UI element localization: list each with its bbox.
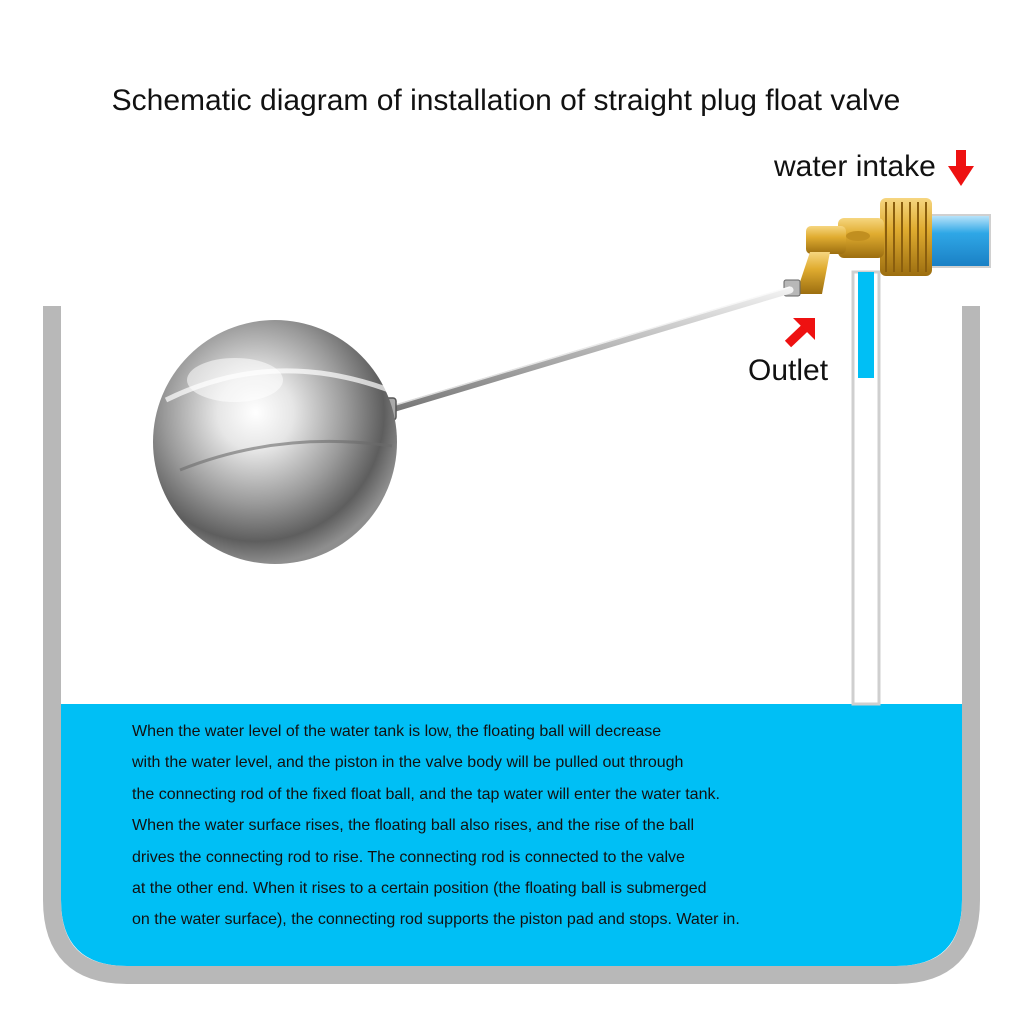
description-line: at the other end. When it rises to a certain position (the floating ball is submerged (132, 880, 707, 898)
float-ball (153, 320, 397, 564)
description-line: drives the connecting rod to rise. The connecting rod is connected to the valve (132, 848, 685, 866)
description-line: When the water surface rises, the floating ball also rises, and the rise of the ball (132, 817, 695, 835)
arrow-down-icon (948, 150, 974, 186)
connecting-rod (392, 290, 790, 409)
description-line: with the water level, and the piston in the valve body will be pulled out through (132, 754, 684, 772)
water-stream (858, 272, 874, 378)
description-line: on the water surface), the connecting rod supports the piston pad and stops. Water in. (132, 911, 740, 929)
description-text (132, 716, 892, 936)
outlet-label: Outlet (748, 354, 829, 387)
water-intake-label: water intake (774, 150, 936, 183)
inlet-pipe (928, 215, 990, 267)
diagram-title: Schematic diagram of installation of straight plug float valve (111, 84, 901, 117)
description-line: the connecting rod of the fixed float ball, and the tap water will enter the water tank. (132, 785, 720, 803)
description-line: When the water level of the water tank is low, the floating ball will decrease (132, 723, 662, 740)
arrow-up-right-icon (788, 318, 815, 344)
